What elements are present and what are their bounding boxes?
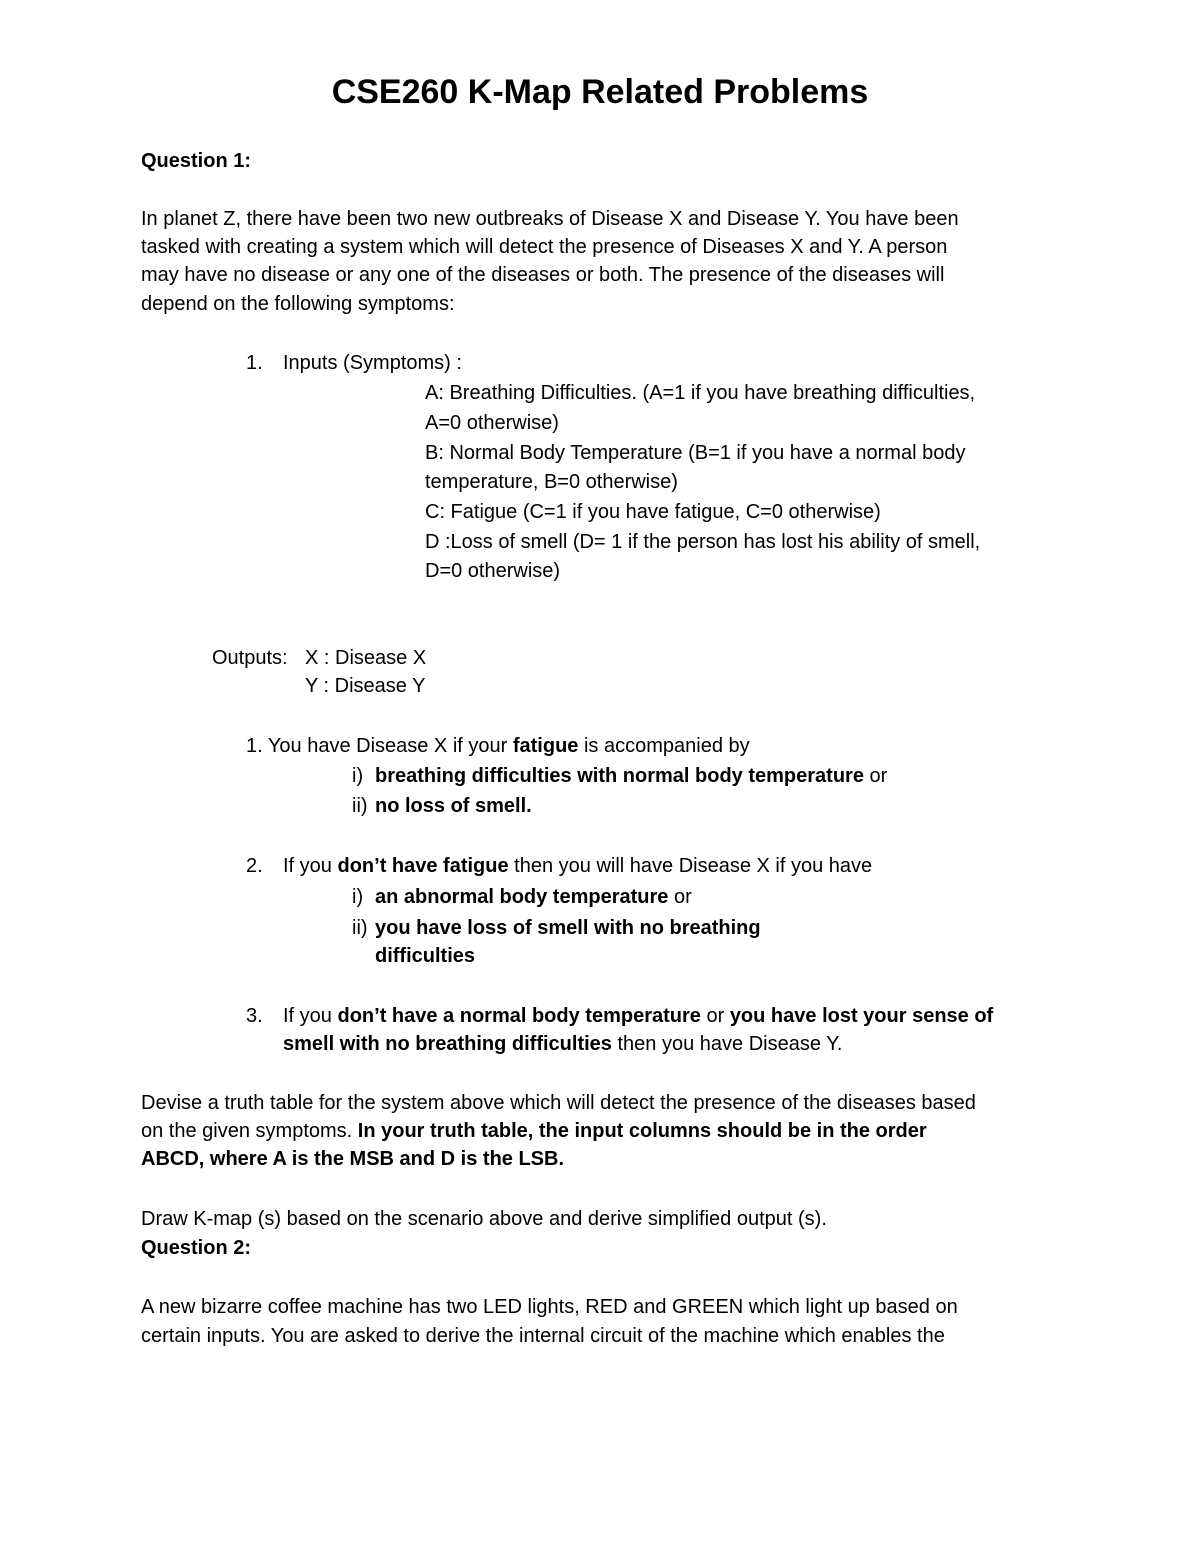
sub-item-number: ii) (352, 917, 368, 939)
q2-text-line: certain inputs. You are asked to derive the internal circuit of the machine which enables the (141, 1325, 945, 1347)
sub-item-text: no loss of smell. (375, 795, 532, 817)
rule-text: on the given symptoms. (141, 1120, 358, 1142)
outputs-label: Outputs: (212, 647, 288, 669)
list-number: 1. (246, 735, 263, 757)
list-number: 3. (246, 1005, 263, 1027)
question-1-heading: Question 1: (141, 150, 252, 172)
devise-line: ABCD, where A is the MSB and D is the LSB. (141, 1148, 565, 1170)
list-number: 2. (246, 855, 263, 877)
rule-text: or (700, 1005, 730, 1027)
input-line: D=0 otherwise) (425, 560, 561, 582)
inputs-label: Inputs (Symptoms) : (283, 352, 462, 374)
input-line: A: Breathing Difficulties. (A=1 if you have breathing difficulties, (425, 382, 976, 404)
input-line: temperature, B=0 otherwise) (425, 471, 678, 493)
rule-text: then you have Disease Y. (611, 1033, 843, 1055)
rule-emphasis: fatigue (512, 735, 579, 757)
sub-item-text: you have loss of smell with no breathing (375, 917, 761, 939)
input-line: A=0 otherwise) (425, 412, 559, 434)
sub-item-text (375, 764, 887, 788)
rule-2-line (283, 854, 872, 878)
input-line: B: Normal Body Temperature (B=1 if you have a normal body (425, 442, 966, 464)
output-y: Y : Disease Y (305, 675, 426, 697)
rule-1-line (246, 734, 750, 758)
input-line: C: Fatigue (C=1 if you have fatigue, C=0 otherwise) (425, 501, 881, 523)
rule-text: then you will have Disease X if you have (508, 855, 873, 877)
rule-emphasis: don’t have fatigue (337, 855, 509, 877)
q2-text-line: A new bizarre coffee machine has two LED lights, RED and GREEN which light up based on (141, 1296, 958, 1318)
intro-line: tasked with creating a system which will detect the presence of Diseases X and Y. A person (141, 236, 948, 258)
output-x: X : Disease X (305, 647, 427, 669)
rule-emphasis: you have lost your sense of (729, 1005, 994, 1027)
rule-3-line (283, 1004, 993, 1028)
rule-text: is accompanied by (578, 735, 750, 757)
rule-3-line (283, 1032, 842, 1056)
sub-item-text: difficulties (375, 945, 476, 967)
page-title: CSE260 K-Map Related Problems (331, 73, 869, 111)
rule-text: or (863, 765, 888, 787)
devise-line (141, 1119, 927, 1143)
sub-item-number: i) (352, 765, 364, 787)
intro-line: depend on the following symptoms: (141, 293, 455, 315)
rule-text: You have Disease X if your (267, 735, 513, 757)
list-number: 1. (246, 352, 263, 374)
devise-line: Devise a truth table for the system above which will detect the presence of the diseases based (141, 1092, 976, 1114)
draw-kmap-line: Draw K-map (s) based on the scenario above and derive simplified output (s). (141, 1208, 827, 1230)
sub-item-number: ii) (352, 795, 368, 817)
rule-emphasis: smell with no breathing difficulties (283, 1033, 612, 1055)
sub-item-number: i) (352, 886, 364, 908)
rule-emphasis: don’t have a normal body temperature (337, 1005, 701, 1027)
input-line: D :Loss of smell (D= 1 if the person has lost his ability of smell, (425, 531, 981, 553)
rule-emphasis: breathing difficulties with normal body temperature (375, 765, 864, 787)
intro-line: In planet Z, there have been two new outbreaks of Disease X and Disease Y. You have been (141, 208, 959, 230)
sub-item-text (375, 885, 692, 909)
rule-text: If you (283, 855, 338, 877)
rule-emphasis: an abnormal body temperature (375, 886, 669, 908)
question-2-heading: Question 2: (141, 1237, 252, 1259)
intro-line: may have no disease or any one of the diseases or both. The presence of the diseases will (141, 264, 945, 286)
rule-text: or (668, 886, 692, 908)
rule-text: If you (283, 1005, 338, 1027)
rule-emphasis: In your truth table, the input columns should be in the order (357, 1120, 927, 1142)
